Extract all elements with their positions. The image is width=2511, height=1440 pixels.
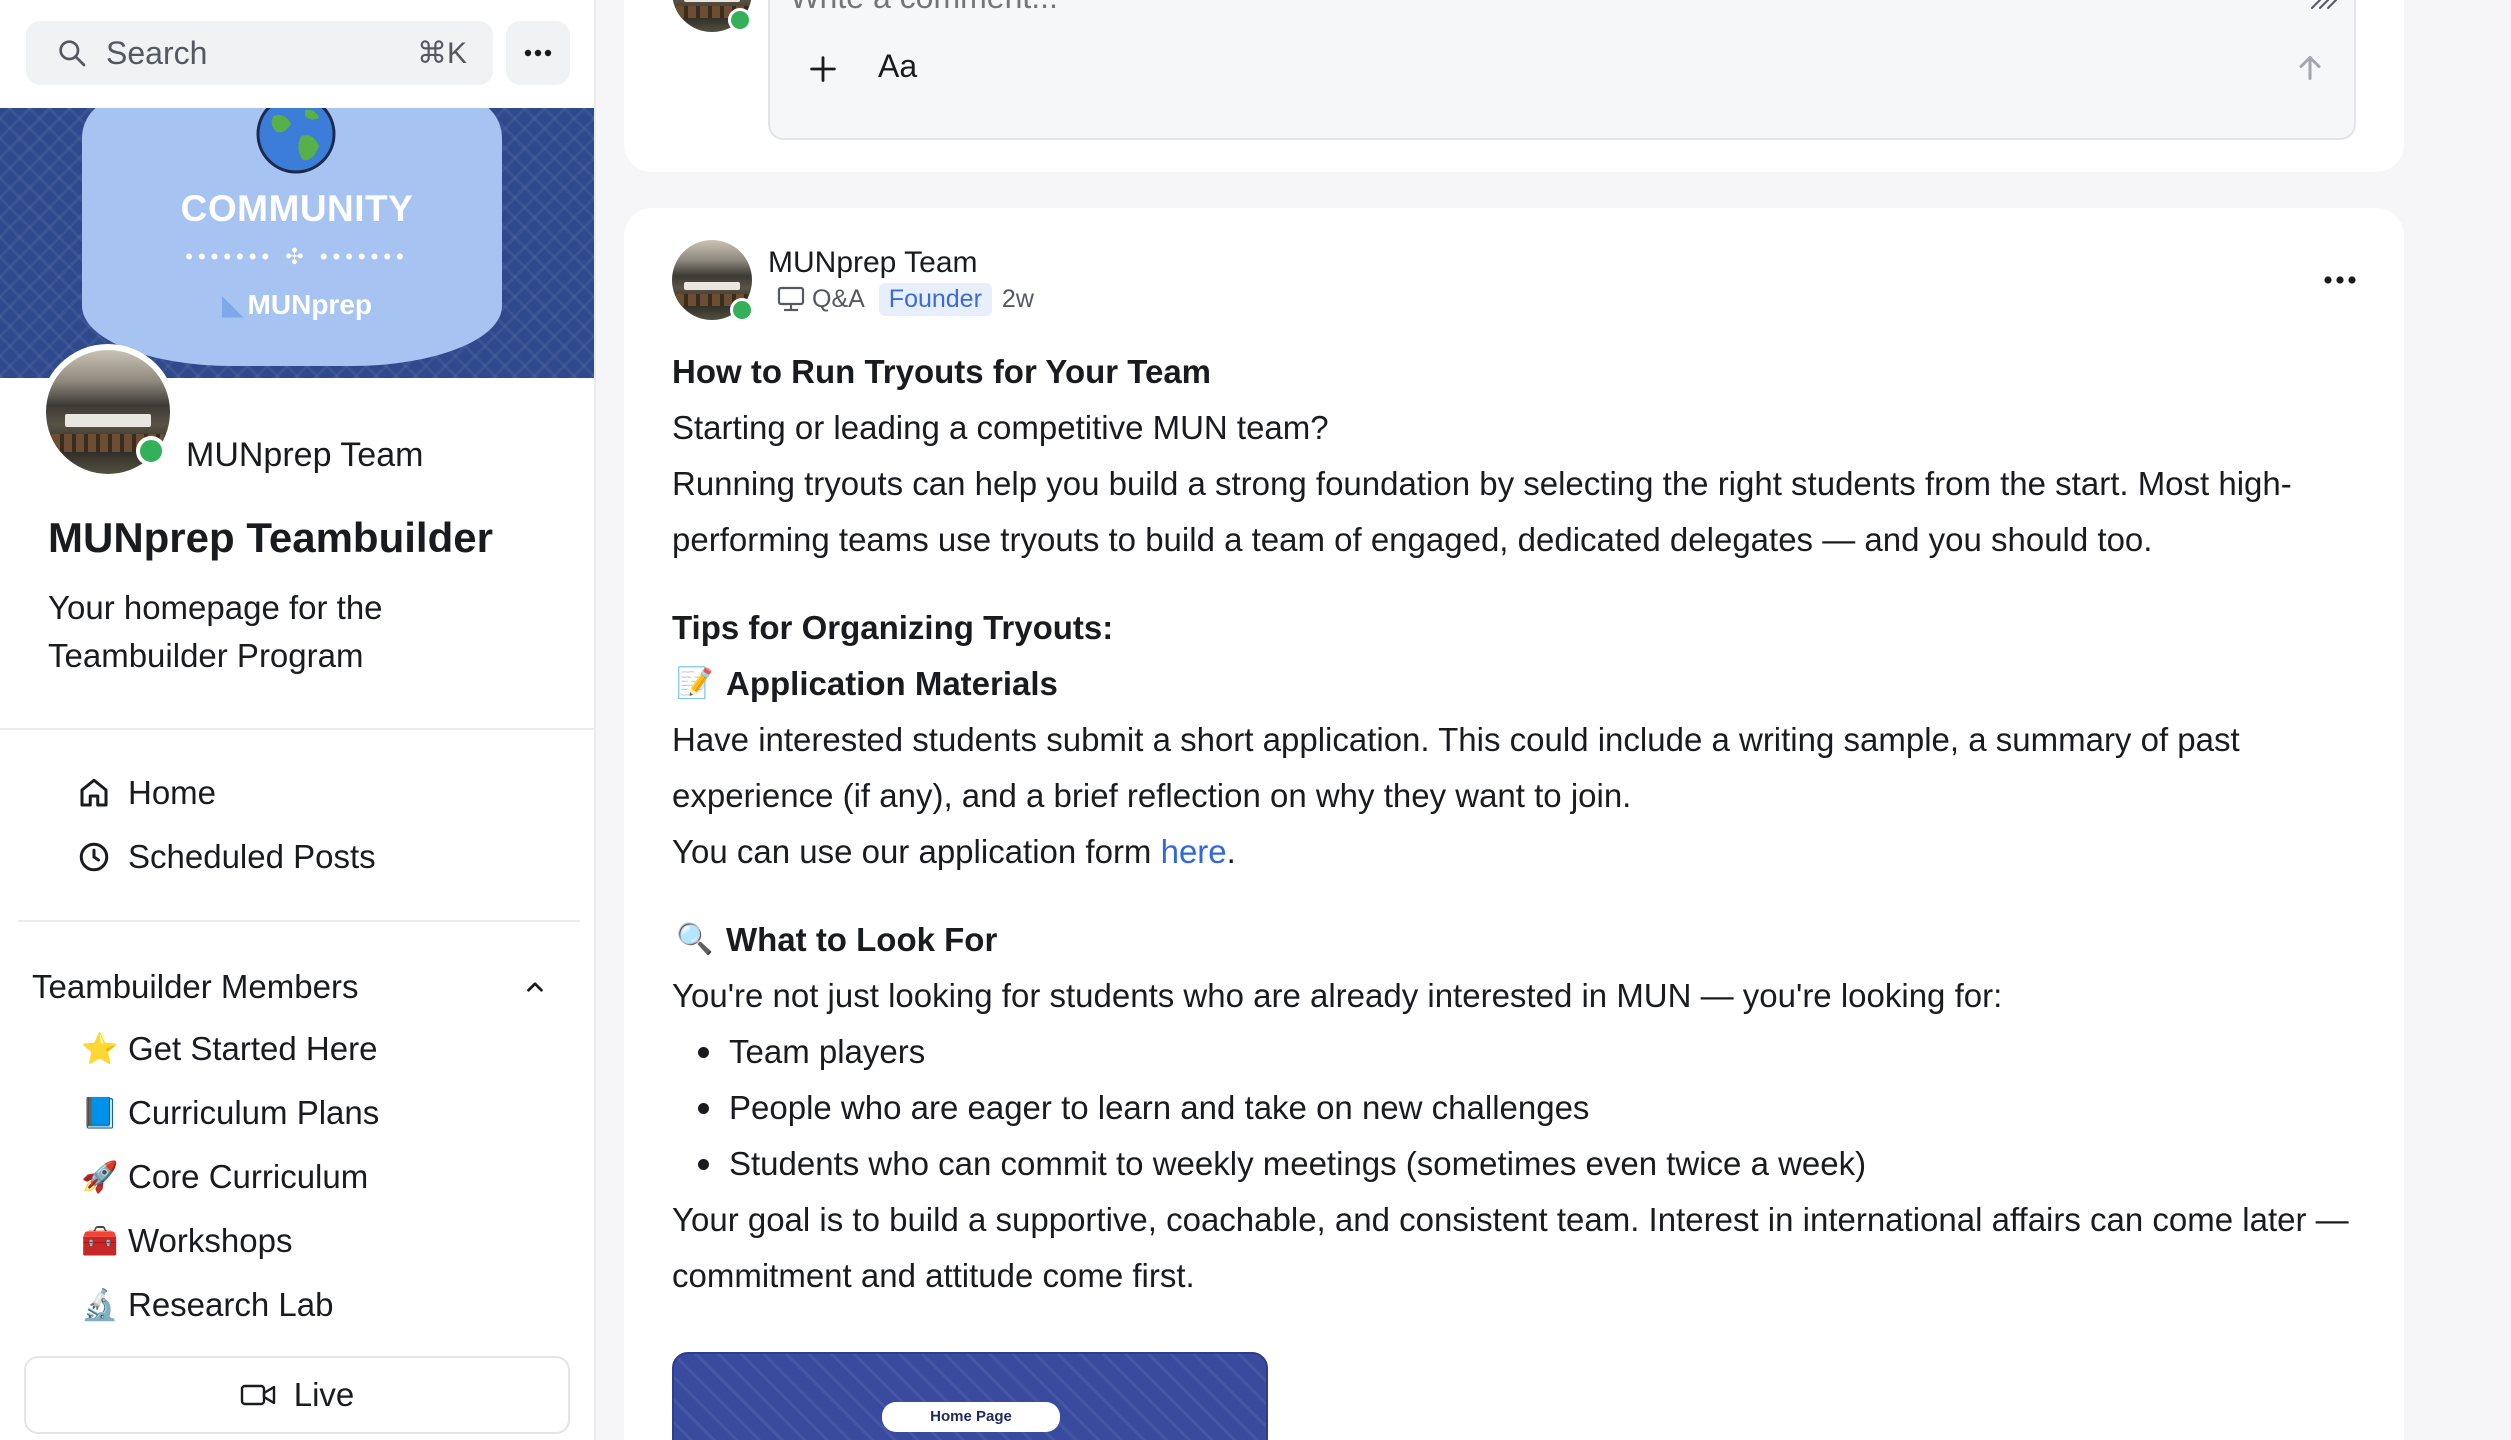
heading-text: What to Look For (726, 921, 998, 958)
banner-divider: ••••••• ✣ ••••••• (185, 244, 409, 269)
rocket-icon: 🚀 (81, 1160, 119, 1194)
post-goal: Your goal is to build a supportive, coachable, and consistent team. Interest in international affairs can come later — commitment and attitude come first. (672, 1201, 2349, 1294)
post-image-label: Home Page (882, 1402, 1060, 1432)
list-item: Team players (698, 1024, 2372, 1080)
sidebar-item-scheduled-posts[interactable] (76, 832, 376, 882)
ellipsis-icon (524, 49, 552, 57)
sidebar-divider (18, 920, 580, 922)
globe-icon (255, 108, 337, 176)
search-icon (56, 37, 88, 69)
post-intro-body: Running tryouts can help you build a strong foundation by selecting the right students from the start. Most high-performing teams use tryouts to build a team of engaged, dedicated delegates — and you should too. (672, 465, 2292, 558)
banner-brand (0, 288, 594, 321)
community-description: Your homepage for the Teambuilder Program (48, 589, 383, 674)
sidebar-divider (0, 728, 594, 730)
space-item-workshops[interactable] (80, 1216, 292, 1266)
chevron-up-icon (522, 974, 548, 1000)
banner-brand-text: MUNprep (247, 289, 372, 320)
post-intro-question: Starting or leading a competitive MUN team? (672, 409, 1329, 446)
post-category[interactable]: Q&A (812, 284, 865, 313)
book-icon: 📘 (81, 1096, 119, 1130)
post-author-avatar[interactable] (672, 240, 752, 320)
toolbox-icon: 🧰 (81, 1224, 119, 1258)
tips-heading: Tips for Organizing Tryouts: (672, 609, 1114, 646)
founder-badge: Founder (879, 283, 992, 316)
comment-composer (768, 0, 2356, 140)
application-materials-heading (672, 656, 2372, 712)
space-item-get-started[interactable] (80, 1024, 377, 1074)
community-banner (0, 108, 594, 378)
list-item: People who are eager to learn and take on new challenges (698, 1080, 2372, 1136)
list-item: Students who can commit to weekly meetings (sometimes even twice a week) (698, 1136, 2372, 1192)
what-to-look-for-heading (672, 912, 2372, 968)
clock-icon (76, 839, 112, 875)
post-body (672, 344, 2372, 1304)
community-avatar[interactable] (40, 344, 176, 480)
live-button[interactable] (24, 1356, 570, 1434)
space-item-label: Get Started Here (128, 1030, 378, 1067)
post-meta (776, 282, 1034, 316)
space-item-curriculum-plans[interactable] (80, 1088, 379, 1138)
video-camera-icon (240, 1382, 276, 1408)
resize-handle-icon[interactable] (2308, 0, 2338, 10)
banner-title: COMMUNITY (180, 188, 414, 229)
commenter-avatar (672, 0, 752, 32)
wing-icon: ◣ (222, 289, 244, 320)
search-input[interactable] (26, 21, 493, 85)
form-end: . (1226, 833, 1236, 870)
community-title: MUNprep Teambuilder (48, 514, 493, 561)
microscope-icon: 🔬 (81, 1288, 119, 1322)
application-form-link[interactable]: here (1160, 833, 1227, 870)
magnifier-icon: 🔍 (676, 923, 714, 956)
space-item-label: Core Curriculum (128, 1158, 369, 1195)
online-status-indicator (136, 436, 166, 466)
send-arrow-icon[interactable] (2292, 50, 2328, 86)
online-status-indicator (728, 8, 752, 32)
star-icon: ⭐ (81, 1032, 119, 1066)
memo-icon: 📝 (676, 667, 714, 700)
space-item-label: Workshops (128, 1222, 293, 1259)
search-placeholder: Search (106, 34, 208, 71)
look-intro: You're not just looking for students who are already interested in MUN — you're looking for: (672, 977, 2003, 1014)
space-item-research-lab[interactable] (80, 1280, 333, 1330)
form-text: You can use our application form (672, 833, 1161, 870)
space-item-label: Research Lab (128, 1286, 334, 1323)
sidebar-item-label: Scheduled Posts (128, 838, 376, 875)
sidebar-item-home[interactable] (76, 768, 216, 818)
look-list (698, 1024, 2372, 1192)
live-button-label: Live (293, 1376, 355, 1413)
more-options-button[interactable] (506, 21, 570, 85)
community-owner-name: MUNprep Team (186, 436, 424, 474)
search-row (26, 21, 570, 85)
sidebar (0, 0, 596, 1440)
text-format-button[interactable]: Aa (878, 48, 918, 84)
sidebar-item-label: Home (128, 774, 217, 811)
heading-text: Application Materials (726, 665, 1058, 702)
post-image[interactable] (672, 1352, 1268, 1440)
application-form-line (672, 824, 2372, 880)
post-title: How to Run Tryouts for Your Team (672, 353, 1212, 390)
post-timestamp[interactable]: 2w (1001, 284, 1034, 313)
add-attachment-button[interactable] (806, 52, 840, 86)
space-item-core-curriculum[interactable] (80, 1152, 368, 1202)
section-toggle-teambuilder-members[interactable] (32, 962, 548, 1012)
post-options-ellipsis-icon[interactable] (2322, 270, 2358, 290)
online-status-indicator (730, 298, 754, 322)
application-materials-body: Have interested students submit a short application. This could include a writing sample, a summary of past experience (if any), and a brief reflection on why they want to join. (672, 721, 2240, 814)
home-icon (76, 775, 112, 811)
comment-input[interactable] (790, 0, 2290, 12)
section-title: Teambuilder Members (32, 968, 359, 1005)
post-author-name[interactable]: MUNprep Team (768, 246, 978, 279)
space-item-label: Curriculum Plans (128, 1094, 380, 1131)
search-shortcut: ⌘K (416, 36, 467, 70)
monitor-icon (776, 285, 806, 313)
